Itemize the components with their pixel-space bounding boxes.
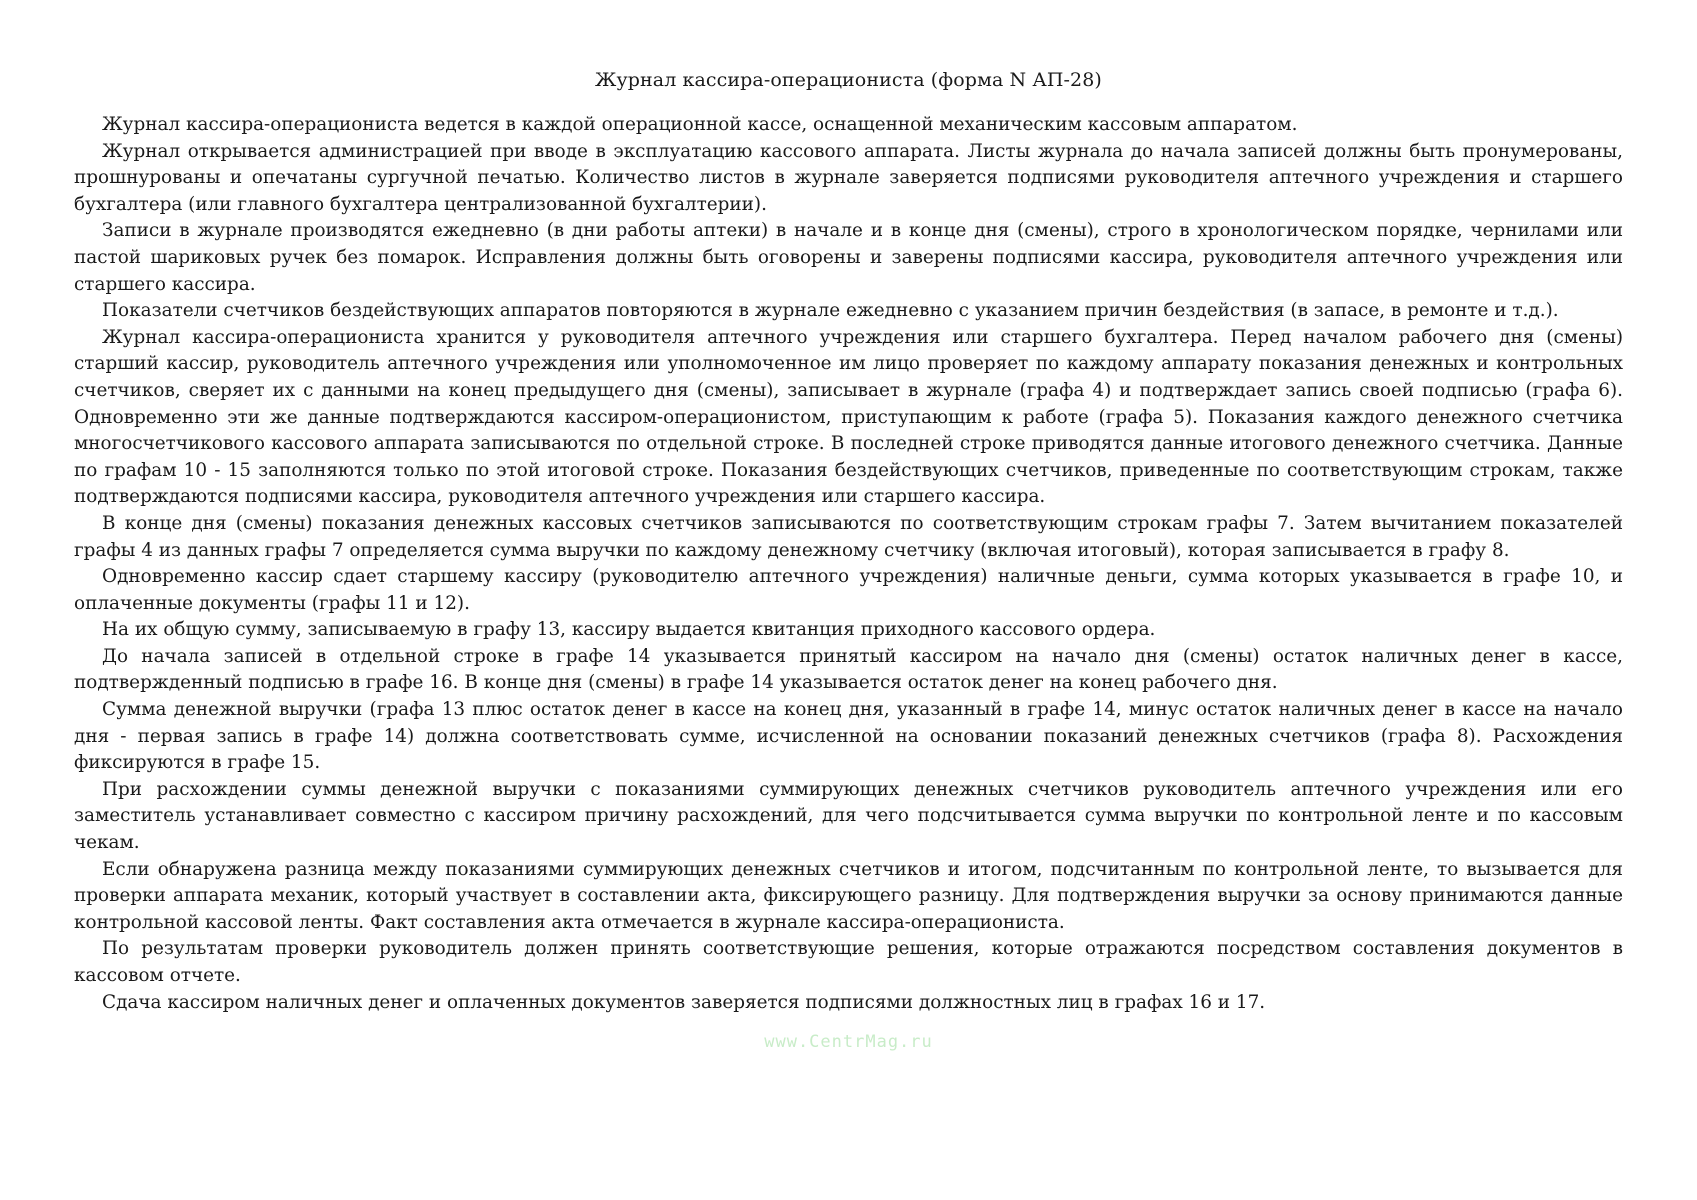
paragraph: До начала записей в отдельной строке в графе 14 указывается принятый кассиром на начало дня (смены) остаток наличных денег в кассе, подтвержденный подписью в графе 16. В конце дня (смены) в графе 14 указывается остаток денег на конец рабочего дня. — [74, 645, 1623, 694]
paragraph: При расхождении суммы денежной выручки с показаниями суммирующих денежных счетчиков руководитель аптечного учреждения или его заместитель устанавливает совместно с кассиром причину расхождений, для чего подсчитывается сумма выручки по контрольной ленте и по кассовым чекам. — [74, 778, 1623, 854]
paragraph: По результатам проверки руководитель должен принять соответствующие решения, которые отражаются посредством составления документов в кассовом отчете. — [74, 938, 1623, 986]
paragraph: Показатели счетчиков бездействующих аппаратов повторяются в журнале ежедневно с указанием причин бездействия (в запасе, в ремонте и т.д.). — [102, 300, 1559, 322]
paragraph: Одновременно кассир сдает старшему кассиру (руководителю аптечного учреждения) наличные деньги, сумма которых указывается в графе 10, и оплаченные документы (графы 11 и 12). — [74, 566, 1623, 614]
paragraph: Сдача кассиром наличных денег и оплаченных документов заверяется подписями должностных лиц в графах 16 и 17. — [102, 991, 1266, 1013]
paragraph: Журнал кассира-операциониста ведется в каждой операционной кассе, оснащенной механическим кассовым аппаратом. — [102, 114, 1298, 135]
paragraph: Сумма денежной выручки (графа 13 плюс остаток денег в кассе на конец дня, указанный в графе 14, минус остаток наличных денег в кассе на начало дня - первая запись в графе 14) должна соответствовать сумме, исчисленной на основании показаний денежных счетчиков (графа 8). Расхождения фиксируются в графе 15. — [74, 699, 1623, 774]
paragraph: Если обнаружена разница между показаниями суммирующих денежных счетчиков и итогом, подсчитанным по контрольной ленте, то вызывается для проверки аппарата механик, который участвует в составлении акта, фиксирующего разницу. Для подтверждения выручки за основу принимаются данные контрольной кассовой ленты. Факт составления акта отмечается в журнале кассира-операциониста. — [74, 858, 1623, 933]
paragraph: На их общую сумму, записываемую в графу 13, кассиру выдается квитанция приходного кассового ордера. — [102, 619, 1156, 641]
paragraph: Журнал кассира-операциониста хранится у руководителя аптечного учреждения или старшего бухгалтера. Перед началом рабочего дня (смены) старший кассир, руководитель аптечного учреждения или уполномоченное им лицо проверяет по каждому аппарату показания денежных и контрольных счетчиков, сверяет их с данными на конец предыдущего дня (смены), записывает в журнале (графа 4) и подтверждает запись своей подписью (графа 6). Одновременно эти же данные подтверждаются кассиром-операционистом, приступающим к работе (графа 5). Показания каждого денежного счетчика многосчетчикового кассового аппарата записываются по отдельной строке. В последней строке приводятся данные итогового денежного счетчика. Данные по графам 10 - 15 заполняются только по этой итоговой строке. Показания бездействующих счетчиков, приведенные по соответствующим строкам, также подтверждаются подписями кассира, руководителя аптечного учреждения или старшего кассира. — [74, 326, 1623, 508]
document-body — [74, 112, 1623, 1016]
document-page — [74, 68, 1623, 1016]
paragraph: Журнал открывается администрацией при вводе в эксплуатацию кассового аппарата. Листы журнала до начала записей должны быть пронумерованы, прошнурованы и опечатаны сургучной печатью. Количество листов в журнале заверяется подписями руководителя аптечного учреждения и старшего бухгалтера (или главного бухгалтера централизованной бухгалтерии). — [74, 140, 1623, 215]
document-title: Журнал кассира-операциониста (форма N АП-28) — [595, 69, 1102, 91]
paragraph: В конце дня (смены) показания денежных кассовых счетчиков записываются по соответствующим строкам графы 7. Затем вычитанием показателей графы 4 из данных графы 7 определяется сумма выручки по каждому денежному счетчику (включая итоговый), которая записывается в графу 8. — [74, 512, 1623, 561]
watermark: www.CentrMag.ru — [764, 1032, 933, 1052]
paragraph: Записи в журнале производятся ежедневно (в дни работы аптеки) в начале и в конце дня (смены), строго в хронологическом порядке, чернилами или пастой шариковых ручек без помарок. Исправления должны быть оговорены и заверены подписями кассира, руководителя аптечного учреждения или старшего кассира. — [74, 220, 1623, 295]
